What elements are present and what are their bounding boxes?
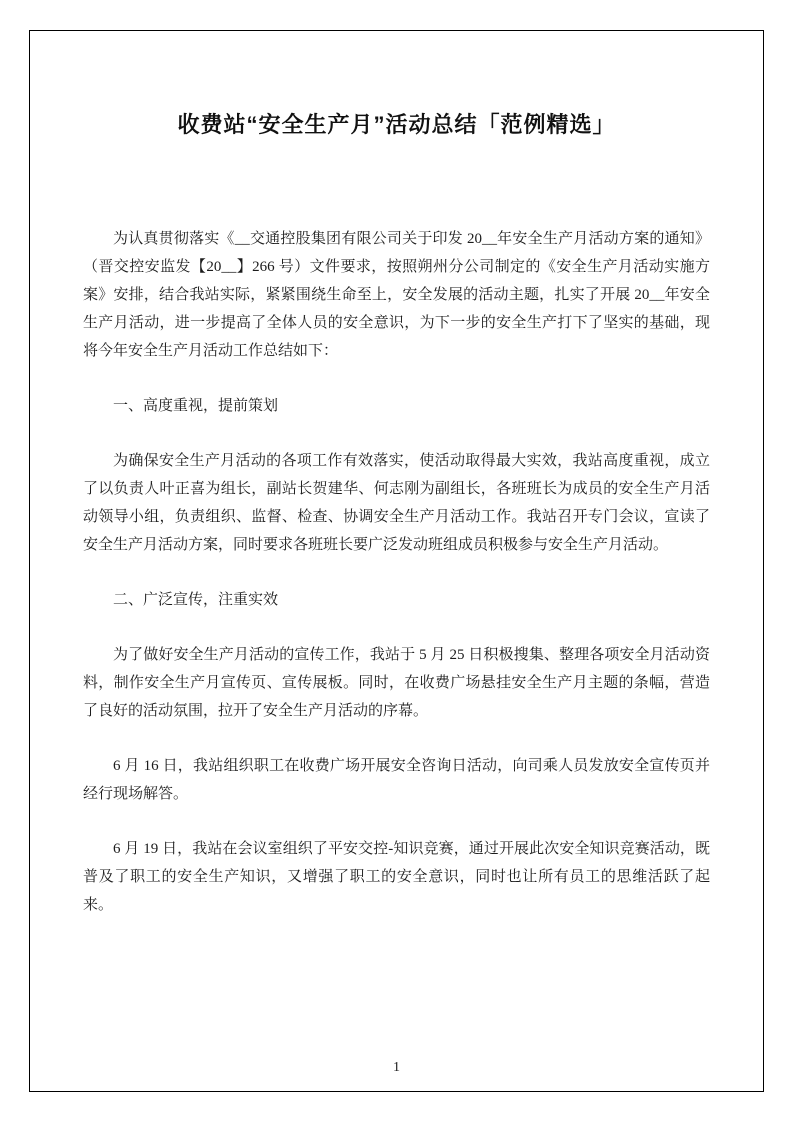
paragraph: 6 月 19 日，我站在会议室组织了平安交控-知识竞赛，通过开展此次安全知识竞赛活动，既普及了职工的安全生产知识，又增强了职工的安全意识，同时也让所有员工的思维活跃了起来。 [83, 841, 710, 913]
paragraph: 6 月 16 日，我站组织职工在收费广场开展安全咨询日活动，向司乘人员发放安全宣传页并经行现场解答。 [83, 758, 710, 802]
section-heading: 一、高度重视，提前策划 [113, 398, 279, 414]
paragraph: 为了做好安全生产月活动的宣传工作，我站于 5 月 25 日积极搜集、整理各项安全月活动资料，制作安全生产月宣传页、宣传展板。同时，在收费广场悬挂安全生产月主题的条幅，营造了良好的活动氛围，拉开了安全生产月活动的序幕。 [83, 647, 710, 719]
section-heading: 二、广泛宣传，注重实效 [113, 592, 279, 608]
page-number: 1 [393, 1060, 400, 1075]
paragraph: 为认真贯彻落实《__交通控股集团有限公司关于印发 20__年安全生产月活动方案的通知》（晋交控安监发【20__】266 号）文件要求，按照朔州分公司制定的《安全生产月活动实施方案》安排，结合我站实际，紧紧围绕生命至上，安全发展的活动主题，扎实了开展 20__年安全生产月活动，进一步提高了全体人员的安全意识，为下一步的安全生产打下了坚实的基础，现将今年安全生产月活动工作总结如下： [83, 231, 710, 359]
page-border [29, 30, 764, 1092]
document-title: 收费站“安全生产月”活动总结「范例精选」 [177, 112, 616, 137]
paragraph: 为确保安全生产月活动的各项工作有效落实，使活动取得最大实效，我站高度重视，成立了以负责人叶正喜为组长，副站长贺建华、何志刚为副组长，各班班长为成员的安全生产月活动领导小组，负责组织、监督、检查、协调安全生产月活动工作。我站召开专门会议，宣读了安全生产月活动方案，同时要求各班班长要广泛发动班组成员积极参与安全生产月活动。 [83, 453, 710, 553]
